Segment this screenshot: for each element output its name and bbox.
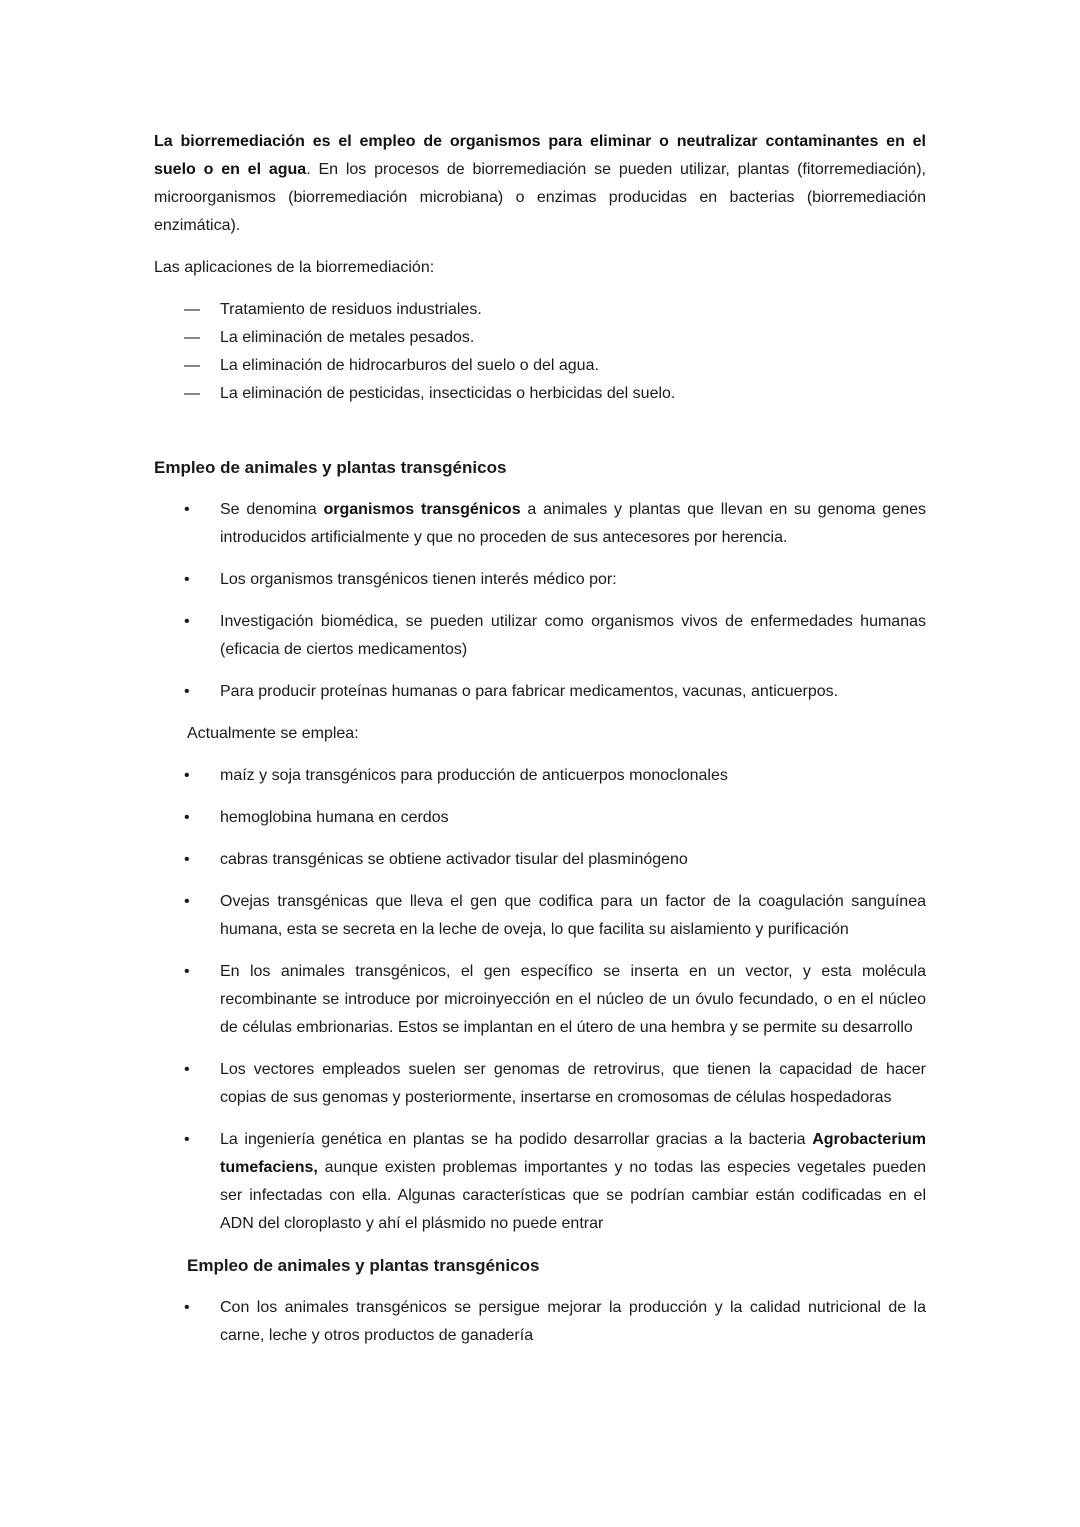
applications-item: — La eliminación de pesticidas, insecticidas o herbicidas del suelo. — [154, 380, 926, 408]
list-item: • maíz y soja transgénicos para producción de anticuerpos monoclonales — [154, 762, 926, 790]
applications-item: — La eliminación de hidrocarburos del suelo o del agua. — [154, 352, 926, 380]
list-item: • Los organismos transgénicos tienen interés médico por: — [154, 566, 926, 594]
list-item: • cabras transgénicas se obtiene activador tisular del plasminógeno — [154, 846, 926, 874]
applications-list — [154, 296, 926, 408]
section2-list — [154, 1294, 926, 1350]
agrobacterium-item — [154, 1126, 926, 1238]
current-uses-list — [154, 762, 926, 1238]
definition-pre: Se denomina — [220, 501, 324, 518]
agro-post: aunque existen problemas importantes y no todas las especies vegetales pueden ser infectadas con ella. Algunas características que se podrían cambiar están codificadas en el ADN del cloroplasto y ahí el plásmido no puede entrar — [220, 1159, 926, 1232]
document-page — [154, 128, 926, 1364]
definition-bold: organismos transgénicos — [323, 501, 521, 518]
currently-title: Actualmente se emplea: — [187, 725, 359, 742]
section-heading: Empleo de animales y plantas transgénicos — [154, 458, 507, 477]
section-heading: Empleo de animales y plantas transgénicos — [187, 1256, 540, 1275]
intro-paragraph — [154, 128, 926, 240]
list-item: • Investigación biomédica, se pueden utilizar como organismos vivos de enfermedades humanas (eficacia de ciertos medicamentos) — [154, 608, 926, 664]
agro-pre: La ingeniería genética en plantas se ha podido desarrollar gracias a la bacteria — [220, 1131, 813, 1148]
list-item: • Los vectores empleados suelen ser genomas de retrovirus, que tienen la capacidad de hacer copias de sus genomas y posteriormente, insertarse en cromosomas de células hospedadoras — [154, 1056, 926, 1112]
list-item: • Ovejas transgénicas que lleva el gen que codifica para un factor de la coagulación sanguínea humana, esta se secreta en la leche de oveja, lo que facilita su aislamiento y purificación — [154, 888, 926, 944]
intro-bold-definition: La biorremediación es el empleo de organismos para eliminar o neutralizar contaminantes en el suelo o en el agua — [154, 133, 926, 178]
list-item: • Para producir proteínas humanas o para fabricar medicamentos, vacunas, anticuerpos. — [154, 678, 926, 706]
list-item: • En los animales transgénicos, el gen específico se inserta en un vector, y esta molécula recombinante se introduce por microinyección en el núcleo de un óvulo fecundado, o en el núcleo de células embrionarias. Estos se implantan en el útero de una hembra y se permite su desarrollo — [154, 958, 926, 1042]
list-item: • Con los animales transgénicos se persigue mejorar la producción y la calidad nutricional de la carne, leche y otros productos de ganadería — [154, 1294, 926, 1350]
list-item: • hemoglobina humana en cerdos — [154, 804, 926, 832]
applications-title: Las aplicaciones de la biorremediación: — [154, 259, 435, 276]
applications-item: — Tratamiento de residuos industriales. — [154, 296, 926, 324]
applications-item: — La eliminación de metales pesados. — [154, 324, 926, 352]
agro-bold: Agrobacterium tumefaciens, — [220, 1131, 926, 1176]
section1-list — [154, 496, 926, 706]
definition-post: a animales y plantas que llevan en su genoma genes introducidos artificialmente y que no proceden de sus antecesores por herencia. — [220, 501, 927, 546]
intro-rest: . En los procesos de biorremediación se pueden utilizar, plantas (fitorremediación), microorganismos (biorremediación microbiana) o enzimas producidas en bacterias (biorremediación enzimática). — [154, 161, 927, 234]
definition-item — [154, 496, 926, 552]
